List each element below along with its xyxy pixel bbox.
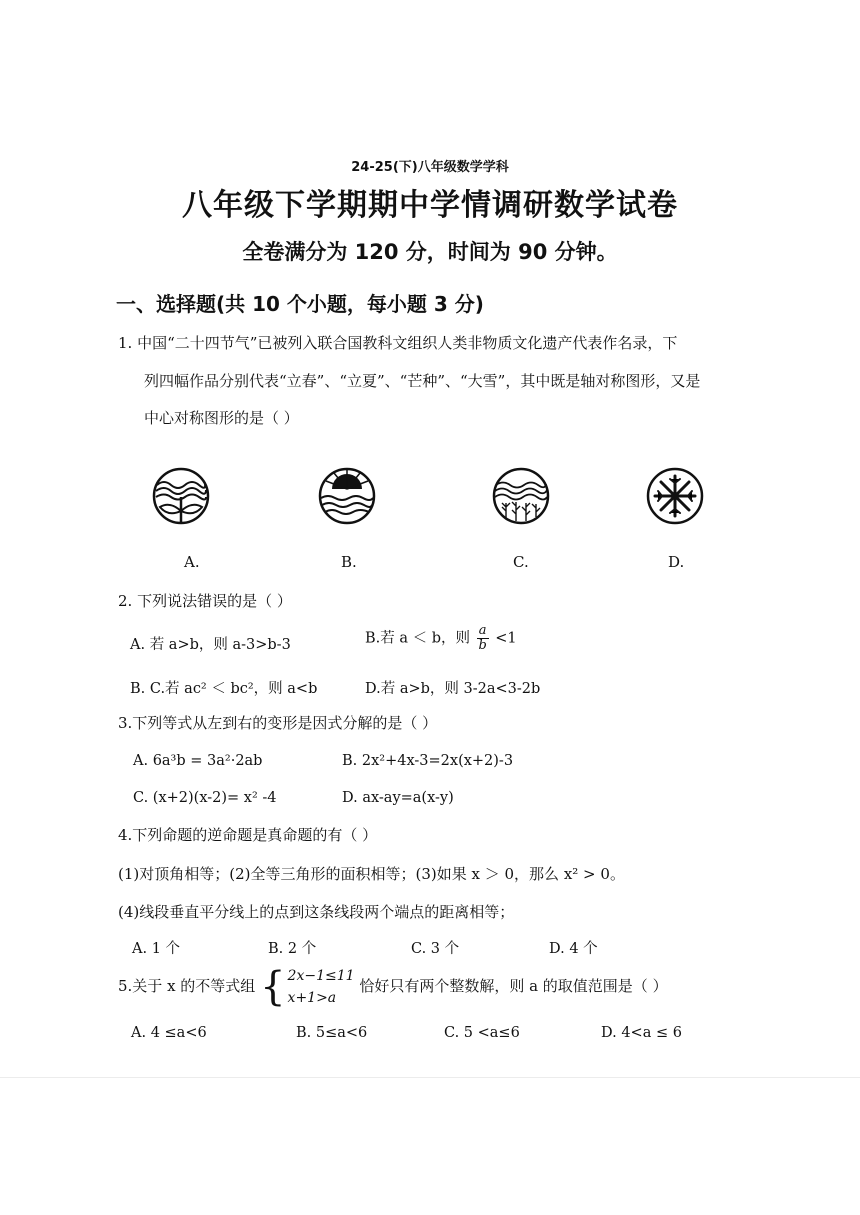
q5-option-b: B. 5≤a<6 <box>296 1025 368 1041</box>
q2-stem: 2. 下列说法错误的是（ ） <box>118 592 292 610</box>
mangzhong-wheat-icon <box>492 467 550 529</box>
exam-title: 八年级下学期期中学情调研数学试卷 <box>182 188 678 223</box>
q4-option-d: D. 4 个 <box>549 941 598 957</box>
q4-line-1: (1)对顶角相等；(2)全等三角形的面积相等；(3)如果 x ＞ 0，那么 x² > 0。 <box>118 865 625 883</box>
brace-glyph: { <box>260 964 286 1010</box>
q5-stem <box>118 965 668 1009</box>
q4-stem: 4.下列命题的逆命题是真命题的有（ ） <box>118 826 378 844</box>
exam-subtitle: 全卷满分为 120 分，时间为 90 分钟。 <box>242 240 618 264</box>
q4-option-b: B. 2 个 <box>268 941 317 957</box>
daxue-snowflake-icon <box>646 467 704 529</box>
q1-line-2: 列四幅作品分别代表“立春”、“立夏”、“芒种”、“大雪”，其中既是轴对称图形，又是 <box>144 372 701 390</box>
q3-option-b: B. 2x²+4x-3=2x(x+2)-3 <box>342 753 514 769</box>
q5-option-c: C. 5 <a≤6 <box>444 1025 520 1041</box>
q1-option-b-label: B. <box>341 553 357 571</box>
inequality-system <box>260 965 354 1009</box>
q5-suffix: 恰好只有两个整数解，则 a 的取值范围是（ ） <box>359 977 668 995</box>
lixia-sun-icon <box>318 467 376 529</box>
q2-option-b-fraction <box>477 624 489 653</box>
q1-option-c-label: C. <box>513 553 529 571</box>
q2-option-c: B. C.若 ac² ＜ bc²，则 a<b <box>130 681 318 697</box>
q5-prefix: 5.关于 x 的不等式组 <box>118 977 256 995</box>
q3-option-a: A. 6a³b = 3a²·2ab <box>133 753 263 769</box>
lichun-sprout-icon <box>152 467 210 529</box>
fraction-denominator: b <box>478 638 487 653</box>
q1-line-3: 中心对称图形的是（ ） <box>144 409 299 427</box>
q3-option-c: C. (x+2)(x-2)= x² -4 <box>133 790 277 806</box>
section-title: 一、选择题(共 10 个小题，每小题 3 分) <box>116 292 484 316</box>
q4-option-c: C. 3 个 <box>411 941 460 957</box>
q4-option-a: A. 1 个 <box>132 941 181 957</box>
q2-option-a: A. 若 a>b，则 a-3>b-3 <box>130 637 291 653</box>
fraction-numerator: a <box>478 623 487 638</box>
q2-option-b-prefix: B.若 a ＜ b，则 <box>365 630 471 647</box>
q2-option-b-suffix: <1 <box>495 630 517 647</box>
exam-header: 24-25(下)八年级数学学科 <box>351 160 509 175</box>
inequality-lines <box>288 965 355 1009</box>
inequality-2: x+1>a <box>287 990 337 1006</box>
q5-option-d: D. 4<a ≤ 6 <box>601 1025 682 1041</box>
page-divider <box>0 1077 860 1078</box>
q1-option-a-label: A. <box>184 553 200 571</box>
inequality-1: 2x−1≤11 <box>287 968 355 984</box>
q3-option-d: D. ax-ay=a(x-y) <box>342 790 454 806</box>
q2-option-b <box>365 624 517 653</box>
q5-option-a: A. 4 ≤a<6 <box>131 1025 207 1041</box>
q1-line-1: 1. 中国“二十四节气”已被列入联合国教科文组织人类非物质文化遗产代表作名录，下 <box>118 334 678 352</box>
q4-line-2: (4)线段垂直平分线上的点到这条线段两个端点的距离相等； <box>118 903 515 921</box>
q3-stem: 3.下列等式从左到右的变形是因式分解的是（ ） <box>118 714 438 732</box>
q1-option-d-label: D. <box>668 553 685 571</box>
q2-option-d: D.若 a>b，则 3-2a<3-2b <box>365 681 541 697</box>
